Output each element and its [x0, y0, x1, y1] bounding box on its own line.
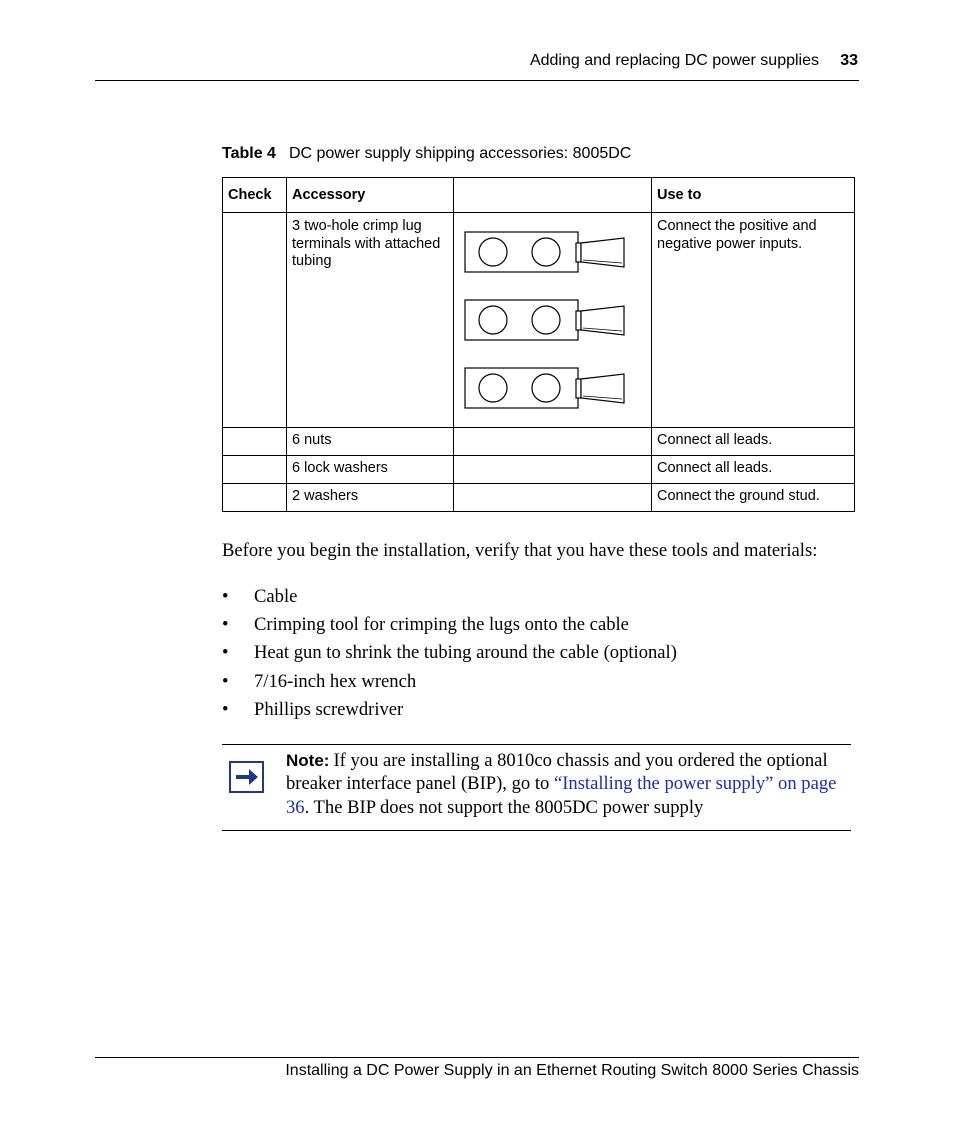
note-label: Note:: [286, 751, 330, 770]
use-cell: Connect the positive and negative power inputs.: [652, 213, 855, 428]
table-row: [223, 455, 855, 483]
intro-paragraph: Before you begin the installation, verify that you have these tools and materials:: [222, 540, 818, 561]
list-item-text: Phillips screwdriver: [254, 698, 404, 720]
accessories-table: [222, 177, 855, 512]
page-header: [95, 50, 859, 81]
table-row: [223, 483, 855, 511]
list-item-text: Crimping tool for crimping the lugs onto the cable: [254, 614, 629, 636]
list-item-text: 7/16-inch hex wrench: [254, 670, 417, 692]
image-cell: [454, 483, 652, 511]
table-header-row: [223, 178, 855, 213]
col-header-use: Use to: [652, 178, 855, 213]
list-item: [222, 641, 677, 669]
check-cell: [223, 427, 287, 455]
note-text: [286, 749, 856, 819]
col-header-accessory: Accessory: [287, 178, 454, 213]
table-row: [223, 213, 855, 428]
table-caption: [222, 145, 631, 163]
check-cell: [223, 455, 287, 483]
image-cell: [454, 427, 652, 455]
check-cell: [223, 213, 287, 428]
list-item: [222, 698, 677, 726]
footer-text: Installing a DC Power Supply in an Ethernet Routing Switch 8000 Series Chassis: [285, 1062, 859, 1079]
bullet-icon: •: [222, 670, 229, 692]
table-caption-text: DC power supply shipping accessories: 8005DC: [288, 145, 632, 162]
bullet-icon: •: [222, 642, 229, 664]
note-box: [222, 744, 851, 831]
list-item-text: Cable: [254, 586, 298, 607]
page-footer: [95, 1057, 859, 1079]
page-number: 33: [840, 52, 858, 69]
crimp-lug-icon: [465, 232, 624, 272]
list-item-text: Heat gun to shrink the tubing around the cable (optional): [254, 642, 677, 664]
accessory-cell: 2 washers: [287, 483, 454, 511]
table-row: [223, 427, 855, 455]
table-caption-label: Table 4: [222, 145, 276, 162]
list-item: [222, 670, 677, 698]
check-cell: [223, 483, 287, 511]
note-text-before: If you are installing a 8010co chassis and you ordered the optional breaker interface panel (BIP), go to: [286, 750, 828, 795]
bullet-icon: •: [222, 698, 229, 720]
accessory-cell: 6 nuts: [287, 427, 454, 455]
accessory-cell: 3 two-hole crimp lug terminals with attached tubing: [287, 213, 454, 428]
crimp-lug-illustration: [454, 213, 652, 421]
col-header-check: Check: [223, 178, 287, 213]
header-title: Adding and replacing DC power supplies: [529, 52, 819, 69]
lug-illustration-cell: [454, 213, 652, 428]
bullet-icon: •: [222, 586, 229, 607]
list-item: [222, 585, 677, 613]
crimp-lug-icon: [465, 368, 624, 408]
col-header-image: [454, 178, 652, 213]
bullet-icon: •: [222, 614, 229, 636]
image-cell: [454, 455, 652, 483]
accessory-cell: 6 lock washers: [287, 455, 454, 483]
tools-list: [222, 585, 677, 726]
installing-power-supply-link[interactable]: “Installing the power supply” on page 36: [286, 773, 837, 818]
note-text-after: . The BIP does not support the 8005DC power supply: [304, 796, 704, 818]
crimp-lug-icon: [465, 300, 624, 340]
use-cell: Connect the ground stud.: [652, 483, 855, 511]
arrow-right-icon: [229, 761, 269, 793]
list-item: [222, 613, 677, 641]
use-cell: Connect all leads.: [652, 455, 855, 483]
use-cell: Connect all leads.: [652, 427, 855, 455]
